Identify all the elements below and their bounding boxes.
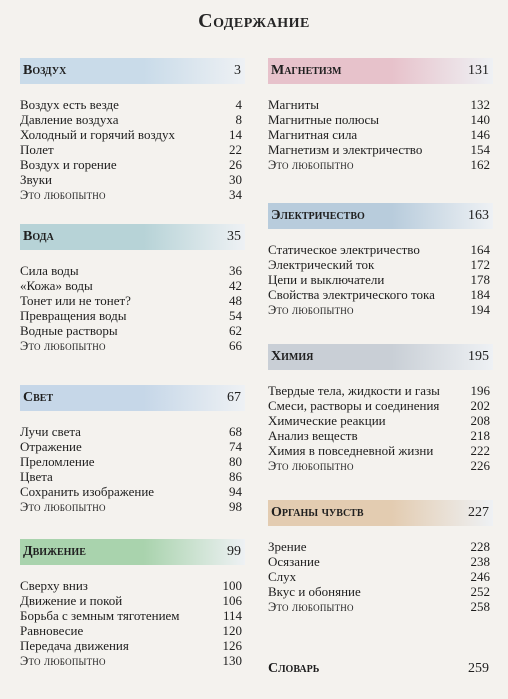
toc-entry[interactable] bbox=[268, 97, 493, 112]
section-items bbox=[268, 383, 493, 473]
section-page: 67 bbox=[227, 390, 241, 405]
toc-entry-page: 196 bbox=[470, 383, 490, 398]
section-magnetism bbox=[268, 58, 493, 172]
toc-entry-page: 26 bbox=[229, 157, 242, 172]
section-title: Химия bbox=[271, 349, 314, 364]
toc-entry[interactable] bbox=[268, 584, 493, 599]
toc-entry-label: Свойства электрического тока bbox=[268, 287, 435, 302]
section-items bbox=[20, 578, 245, 668]
section-title: Движение bbox=[23, 544, 86, 559]
toc-entry[interactable] bbox=[20, 499, 245, 514]
toc-entry-page: 126 bbox=[222, 638, 242, 653]
section-header-magnetism[interactable] bbox=[268, 58, 493, 84]
toc-entry[interactable] bbox=[268, 539, 493, 554]
toc-entry-label: Воздух и горение bbox=[20, 157, 117, 172]
toc-entry[interactable] bbox=[268, 287, 493, 302]
toc-entry-label: «Кожа» воды bbox=[20, 278, 93, 293]
toc-entry[interactable] bbox=[268, 257, 493, 272]
toc-entry[interactable] bbox=[20, 187, 245, 202]
glossary-entry[interactable] bbox=[268, 661, 493, 677]
toc-entry-page: 68 bbox=[229, 424, 242, 439]
section-header-water[interactable] bbox=[20, 224, 245, 250]
toc-entry-page: 74 bbox=[229, 439, 242, 454]
toc-entry-label: Лучи света bbox=[20, 424, 81, 439]
toc-entry[interactable] bbox=[20, 439, 245, 454]
toc-entry[interactable] bbox=[20, 424, 245, 439]
toc-entry-label: Тонет или не тонет? bbox=[20, 293, 131, 308]
toc-entry-page: 154 bbox=[470, 142, 490, 157]
toc-entry[interactable] bbox=[20, 157, 245, 172]
toc-entry-page: 246 bbox=[470, 569, 490, 584]
toc-entry-label: Это любопытно bbox=[268, 303, 354, 317]
toc-entry[interactable] bbox=[268, 242, 493, 257]
toc-entry-page: 130 bbox=[222, 653, 242, 668]
toc-entry[interactable] bbox=[268, 569, 493, 584]
toc-entry-page: 66 bbox=[229, 338, 242, 353]
toc-entry-label: Движение и покой bbox=[20, 593, 123, 608]
toc-entry[interactable] bbox=[20, 263, 245, 278]
section-page: 3 bbox=[234, 63, 241, 78]
toc-entry-page: 62 bbox=[229, 323, 242, 338]
toc-entry-label: Борьба с земным тяготением bbox=[20, 608, 180, 623]
toc-entry[interactable] bbox=[268, 428, 493, 443]
section-header-chemistry[interactable] bbox=[268, 344, 493, 370]
toc-entry-page: 22 bbox=[229, 142, 242, 157]
toc-entry-page: 146 bbox=[470, 127, 490, 142]
toc-entry-label: Магнитные полюсы bbox=[268, 112, 379, 127]
glossary-page: 259 bbox=[468, 661, 489, 676]
toc-entry-label: Это любопытно bbox=[20, 188, 106, 202]
section-page: 35 bbox=[227, 229, 241, 244]
toc-entry-page: 218 bbox=[470, 428, 490, 443]
toc-entry-label: Звуки bbox=[20, 172, 52, 187]
toc-entry[interactable] bbox=[20, 623, 245, 638]
toc-entry-label: Превращения воды bbox=[20, 308, 127, 323]
toc-entry[interactable] bbox=[20, 142, 245, 157]
section-page: 227 bbox=[468, 505, 489, 520]
toc-entry-page: 222 bbox=[470, 443, 490, 458]
toc-entry[interactable] bbox=[268, 142, 493, 157]
section-title: Воздух bbox=[23, 63, 67, 78]
section-chemistry bbox=[268, 344, 493, 473]
section-header-light[interactable] bbox=[20, 385, 245, 411]
toc-entry-page: 172 bbox=[470, 257, 490, 272]
toc-entry-label: Преломление bbox=[20, 454, 95, 469]
toc-entry-label: Вкус и обоняние bbox=[268, 584, 361, 599]
toc-entry[interactable] bbox=[20, 593, 245, 608]
toc-entry-page: 36 bbox=[229, 263, 242, 278]
toc-entry-page: 194 bbox=[470, 302, 490, 317]
toc-entry-page: 164 bbox=[470, 242, 490, 257]
toc-entry[interactable] bbox=[20, 127, 245, 142]
section-header-senses[interactable] bbox=[268, 500, 493, 526]
glossary-title: Словарь bbox=[268, 661, 320, 676]
toc-entry-page: 8 bbox=[235, 112, 242, 127]
toc-entry-label: Зрение bbox=[268, 539, 307, 554]
toc-entry[interactable] bbox=[20, 172, 245, 187]
toc-entry[interactable] bbox=[268, 127, 493, 142]
toc-entry-page: 14 bbox=[229, 127, 242, 142]
toc-entry[interactable] bbox=[268, 458, 493, 473]
toc-entry-page: 98 bbox=[229, 499, 242, 514]
section-header-motion[interactable] bbox=[20, 539, 245, 565]
toc-entry-label: Передача движения bbox=[20, 638, 129, 653]
toc-entry-label: Сила воды bbox=[20, 263, 79, 278]
toc-entry-page: 132 bbox=[470, 97, 490, 112]
toc-entry-label: Химия в повседневной жизни bbox=[268, 443, 434, 458]
section-title: Электричество bbox=[271, 208, 365, 223]
section-items bbox=[20, 97, 245, 202]
section-page: 131 bbox=[468, 63, 489, 78]
toc-entry-label: Осязание bbox=[268, 554, 320, 569]
toc-entry-page: 4 bbox=[235, 97, 242, 112]
toc-entry-label: Полет bbox=[20, 142, 54, 157]
section-title: Органы чувств bbox=[271, 505, 364, 520]
toc-entry-page: 252 bbox=[470, 584, 490, 599]
section-senses bbox=[268, 500, 493, 614]
toc-entry-page: 120 bbox=[222, 623, 242, 638]
toc-entry-page: 228 bbox=[470, 539, 490, 554]
section-page: 195 bbox=[468, 349, 489, 364]
toc-entry-label: Слух bbox=[268, 569, 297, 584]
toc-entry-page: 42 bbox=[229, 278, 242, 293]
toc-entry-page: 226 bbox=[470, 458, 490, 473]
toc-entry[interactable] bbox=[268, 272, 493, 287]
toc-entry[interactable] bbox=[268, 112, 493, 127]
toc-entry[interactable] bbox=[268, 302, 493, 317]
toc-entry-page: 30 bbox=[229, 172, 242, 187]
toc-entry-page: 238 bbox=[470, 554, 490, 569]
toc-entry-page: 94 bbox=[229, 484, 242, 499]
section-light bbox=[20, 385, 245, 514]
toc-entry-page: 34 bbox=[229, 187, 242, 202]
toc-entry-label: Это любопытно bbox=[268, 600, 354, 614]
toc-entry[interactable] bbox=[20, 338, 245, 353]
toc-entry-label: Это любопытно bbox=[20, 500, 106, 514]
toc-entry-page: 184 bbox=[470, 287, 490, 302]
toc-entry-label: Отражение bbox=[20, 439, 82, 454]
toc-entry-label: Холодный и горячий воздух bbox=[20, 127, 175, 142]
toc-entry-page: 208 bbox=[470, 413, 490, 428]
section-header-electricity[interactable] bbox=[268, 203, 493, 229]
toc-entry-label: Магниты bbox=[268, 97, 319, 112]
toc-entry-label: Твердые тела, жидкости и газы bbox=[268, 383, 440, 398]
section-page: 163 bbox=[468, 208, 489, 223]
toc-entry[interactable] bbox=[20, 293, 245, 308]
toc-entry[interactable] bbox=[20, 653, 245, 668]
toc-entry-page: 202 bbox=[470, 398, 490, 413]
toc-entry-page: 54 bbox=[229, 308, 242, 323]
section-motion bbox=[20, 539, 245, 668]
section-air bbox=[20, 58, 245, 202]
toc-entry-label: Сверху вниз bbox=[20, 578, 88, 593]
toc-entry-label: Водные растворы bbox=[20, 323, 118, 338]
toc-entry[interactable] bbox=[268, 599, 493, 614]
toc-entry[interactable] bbox=[20, 608, 245, 623]
toc-entry-page: 48 bbox=[229, 293, 242, 308]
section-page: 99 bbox=[227, 544, 241, 559]
toc-entry[interactable] bbox=[20, 638, 245, 653]
toc-entry-page: 162 bbox=[470, 157, 490, 172]
toc-entry-label: Давление воздуха bbox=[20, 112, 119, 127]
toc-entry[interactable] bbox=[20, 278, 245, 293]
section-electricity bbox=[268, 203, 493, 317]
toc-entry-page: 106 bbox=[222, 593, 242, 608]
section-items bbox=[268, 539, 493, 614]
section-water bbox=[20, 224, 245, 353]
page-title: Содержание bbox=[198, 10, 310, 32]
toc-entry[interactable] bbox=[20, 484, 245, 499]
toc-entry[interactable] bbox=[20, 323, 245, 338]
toc-entry[interactable] bbox=[20, 578, 245, 593]
toc-entry-label: Электрический ток bbox=[268, 257, 375, 272]
toc-entry-label: Смеси, растворы и соединения bbox=[268, 398, 440, 413]
toc-entry-label: Магнетизм и электричество bbox=[268, 142, 423, 157]
toc-entry-label: Это любопытно bbox=[20, 654, 106, 668]
toc-entry-page: 86 bbox=[229, 469, 242, 484]
toc-entry[interactable] bbox=[268, 383, 493, 398]
section-items bbox=[268, 242, 493, 317]
section-header-air[interactable] bbox=[20, 58, 245, 84]
toc-entry-label: Равновесие bbox=[20, 623, 84, 638]
toc-entry[interactable] bbox=[20, 112, 245, 127]
toc-entry-label: Это любопытно bbox=[268, 459, 354, 473]
toc-entry[interactable] bbox=[20, 97, 245, 112]
toc-entry-page: 80 bbox=[229, 454, 242, 469]
toc-entry[interactable] bbox=[20, 454, 245, 469]
toc-entry-label: Химические реакции bbox=[268, 413, 386, 428]
toc-entry-label: Магнитная сила bbox=[268, 127, 358, 142]
toc-entry[interactable] bbox=[268, 398, 493, 413]
toc-entry[interactable] bbox=[268, 413, 493, 428]
toc-entry[interactable] bbox=[20, 308, 245, 323]
toc-entry-label: Анализ веществ bbox=[268, 428, 358, 443]
section-items bbox=[20, 424, 245, 514]
toc-entry-label: Цепи и выключатели bbox=[268, 272, 385, 287]
toc-entry-page: 100 bbox=[222, 578, 242, 593]
toc-entry-page: 258 bbox=[470, 599, 490, 614]
section-items bbox=[268, 97, 493, 172]
toc-entry-page: 140 bbox=[470, 112, 490, 127]
section-items bbox=[20, 263, 245, 353]
toc-entry[interactable] bbox=[268, 554, 493, 569]
toc-entry-label: Цвета bbox=[20, 469, 53, 484]
toc-entry-label: Это любопытно bbox=[268, 158, 354, 172]
section-title: Вода bbox=[23, 229, 54, 244]
toc-entry-page: 178 bbox=[470, 272, 490, 287]
section-title: Магнетизм bbox=[271, 63, 342, 78]
toc-entry-label: Воздух есть везде bbox=[20, 97, 119, 112]
toc-entry[interactable] bbox=[268, 157, 493, 172]
toc-entry-label: Сохранить изображение bbox=[20, 484, 155, 499]
section-title: Свет bbox=[23, 390, 54, 405]
toc-entry-label: Статическое электричество bbox=[268, 242, 420, 257]
toc-entry[interactable] bbox=[20, 469, 245, 484]
toc-entry-label: Это любопытно bbox=[20, 339, 106, 353]
toc-entry-page: 114 bbox=[222, 608, 242, 623]
toc-entry[interactable] bbox=[268, 443, 493, 458]
